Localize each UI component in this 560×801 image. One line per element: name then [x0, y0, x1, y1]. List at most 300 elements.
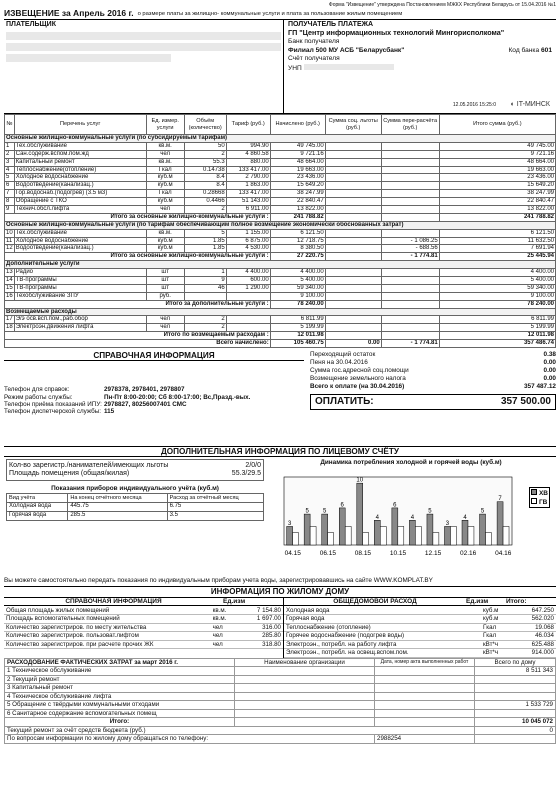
summary-row	[310, 359, 556, 367]
house-cons-value: 19.068	[515, 623, 556, 632]
x-tick-label: 08.15	[354, 549, 372, 557]
cell-1: Холодное водоснабжение	[14, 237, 146, 245]
cell-4: 2 790.00	[226, 174, 270, 182]
payment-summary-list	[310, 351, 556, 391]
house-cons-unit-header: Ед.изм	[466, 597, 489, 605]
actual-costs-period: за март 2016 г.	[134, 658, 178, 666]
question-row	[5, 735, 556, 744]
reference-item-value: Пн-Пт 8:00-20:00; Сб 8:00-17:00; Вс,Празд.-вых.	[104, 393, 251, 401]
house-cons-value: 46.034	[515, 632, 556, 641]
actual-cost-org	[235, 684, 375, 693]
actual-cost-value	[475, 692, 556, 701]
registered-label: Кол-во зарегистр./нанимателей/имеющих льготы	[9, 462, 169, 470]
house-cons-unit: куб.м	[481, 615, 515, 624]
cell-2: куб.м	[146, 237, 184, 245]
cell-0: 8	[5, 198, 15, 206]
house-cons-header	[284, 598, 556, 606]
house-cons-row	[284, 623, 556, 632]
table-row	[5, 284, 556, 292]
cell-5: 15 649.20	[270, 182, 325, 190]
cell-7	[381, 142, 439, 150]
water-consumption-chart	[270, 467, 540, 567]
cell-4: 1 155.00	[226, 229, 270, 237]
subtotal-label: Итого за основные жилищно-коммунальные услуги :	[5, 253, 271, 261]
cell-5: 12 718.75	[270, 237, 325, 245]
cell-1: Тех.обслуживание	[14, 142, 146, 150]
cell-5: 5 400.00	[270, 277, 325, 285]
bar-ГВ-8	[433, 532, 439, 544]
cell-4: 4 530.00	[226, 245, 270, 253]
cell-2: куб.м	[146, 174, 184, 182]
payer-account-redacted	[6, 54, 171, 62]
summary-label: Возмещение земельного налога	[310, 375, 406, 383]
cell-1: Радио	[14, 269, 146, 277]
bar-ХВ-6	[392, 508, 398, 545]
actual-cost-org	[235, 675, 375, 684]
house-ref-row	[4, 640, 283, 649]
reference-item	[4, 386, 304, 393]
actual-cost-label: 4 Техническое обслуживание лифта	[5, 692, 235, 701]
reference-item-label: Режим работы службы:	[4, 393, 73, 401]
invoice-subtitle: о размере платы за жилищно- коммунальные услуги и плата за пользование жилым помещением	[137, 11, 403, 18]
cell-3: 55.3	[184, 158, 226, 166]
subtotal-label: Итого за основные жилищно-коммунальные услуги :	[5, 213, 271, 221]
summary-value: 0.00	[543, 367, 556, 375]
house-reference-table	[4, 606, 283, 649]
subtotal-cell-3: 12 011.98	[439, 332, 555, 340]
cell-7	[381, 229, 439, 237]
cell-5: 6 811.99	[270, 316, 325, 324]
cell-0: 17	[6, 316, 13, 323]
house-consumption-table	[284, 606, 556, 658]
bar-ГВ-7	[415, 526, 421, 545]
subtotal-row	[5, 253, 556, 261]
house-ref-unit: кв.м.	[211, 615, 245, 624]
area-row	[9, 470, 261, 478]
cell-0: 15	[6, 284, 13, 291]
grand-total-label: Всего начислено:	[5, 340, 271, 348]
bar-ХВ-3	[339, 508, 345, 545]
subtotal-cell-2: - 1 774.81	[381, 253, 439, 261]
bar-ГВ-12	[503, 526, 509, 545]
bar-label-0: 3	[287, 520, 292, 527]
cell-0: 13	[6, 269, 13, 276]
cell-6	[325, 174, 381, 182]
subtotal-label: Итого за дополнительные услуги :	[5, 300, 271, 308]
subtotal-cell-0: 78 240.00	[270, 300, 325, 308]
cell-7	[381, 324, 439, 332]
house-cons-label: Холодная вода	[284, 606, 481, 615]
cell-7	[381, 316, 439, 324]
bank-code: 601	[540, 46, 552, 54]
house-ref-value: 316.00	[245, 623, 283, 632]
cell-6	[325, 292, 381, 300]
cell-1: Холодное водоснабжение	[14, 174, 146, 182]
cell-0: 3	[5, 158, 15, 166]
charges-table	[4, 114, 556, 348]
cell-3: 0.4466	[184, 198, 226, 206]
cell-3: 1	[184, 269, 226, 277]
bar-label-12: 7	[498, 496, 502, 503]
house-cons-value: 562.020	[515, 615, 556, 624]
cell-5: 8 380.50	[270, 245, 325, 253]
reference-item-value: 115	[104, 408, 115, 416]
cell-1: ТВ-программы	[14, 277, 146, 285]
section-title: Основные жилищно-коммунальные услуги (по субсидируемым тарифам)	[5, 135, 556, 143]
bar-ХВ-2	[322, 514, 328, 545]
summary-row	[310, 367, 556, 375]
bar-ХВ-5	[374, 520, 380, 545]
cell-0: 7	[5, 190, 15, 198]
cell-2: чел	[146, 206, 184, 214]
cell-4: 1 863.00	[226, 182, 270, 190]
table-row	[5, 142, 556, 150]
summary-row	[310, 375, 556, 383]
reference-item	[4, 401, 304, 408]
cell-4: 4 860.58	[226, 150, 270, 158]
house-ref-row	[4, 615, 283, 624]
recipient-name: ГП "Центр информационных технологий Мингорисполкома"	[288, 28, 505, 38]
cell-0: 9	[5, 206, 15, 214]
question-label: По вопросам информации по жилому дому обращаться по телефону:	[5, 735, 375, 744]
reference-item	[4, 394, 304, 401]
house-cons-value: 647.250	[515, 606, 556, 615]
cell-1: Обращение с ТКО	[14, 198, 146, 206]
cell-0: 2	[5, 150, 15, 158]
reference-item-label: Телефон приёма показаний ИПУ:	[4, 400, 102, 408]
bar-ГВ-2	[328, 532, 334, 544]
cell-4: 6 911.00	[226, 206, 270, 214]
cell-3: 1.85	[184, 245, 226, 253]
reference-info-list	[4, 386, 304, 415]
table-row	[5, 277, 556, 285]
cell-7	[381, 206, 439, 214]
meter-cell-1: 445.75	[68, 502, 167, 511]
cell-4	[226, 292, 270, 300]
cell-6	[325, 198, 381, 206]
cell-2: чел	[146, 324, 184, 332]
actual-cost-value: 8 511 343	[475, 667, 556, 676]
cell-0: 4	[5, 166, 15, 174]
cell-7	[381, 158, 439, 166]
x-tick-label: 02.16	[460, 549, 477, 557]
cell-1: Техобслуживание ЗПУ	[14, 292, 146, 300]
col-header-4: Тариф (руб.)	[226, 115, 270, 135]
bar-ХВ-4	[357, 483, 363, 545]
cell-5: 9 100.00	[270, 292, 325, 300]
cell-4: 51 143.00	[226, 198, 270, 206]
x-tick-label: 04.16	[495, 549, 512, 557]
cell-7	[381, 277, 439, 285]
bar-ГВ-9	[450, 526, 456, 545]
payment-summary	[304, 351, 556, 443]
actual-costs-title: РАСХОДОВАНИЕ ФАКТИЧЕСКИХ ЗАТРАТ	[7, 658, 133, 666]
charges-table-header	[5, 115, 556, 135]
cell-6	[325, 237, 381, 245]
reference-info-left	[4, 351, 304, 443]
house-ref-label: Площадь вспомогательных помещений	[4, 615, 211, 624]
house-ref-label: Общая площадь жилых помещений	[4, 606, 211, 615]
house-cons-row	[284, 640, 556, 649]
cell-1: Капитальный ремонт	[14, 158, 146, 166]
meter-header-2: Расход за отчётный месяц	[167, 493, 263, 502]
meter-cell-2: 3.5	[167, 511, 263, 520]
actual-cost-org	[235, 667, 375, 676]
house-info-title: ИНФОРМАЦИЯ ПО ЖИЛОМУ ДОМУ	[210, 587, 350, 597]
recipient-block	[284, 20, 556, 113]
x-tick-label: 06.15	[319, 549, 336, 557]
cell-6	[325, 316, 381, 324]
bar-label-7: 4	[410, 514, 415, 521]
house-cons-label: Электроэн., потребл. на освещ.вспом.пом.	[284, 649, 481, 658]
bar-ХВ-0	[287, 526, 293, 545]
cell-1: Тех.обслуживание	[14, 229, 146, 237]
cell-1: ТВ-программы	[14, 284, 146, 292]
actual-costs-total-label: Итого:	[5, 718, 235, 727]
subtotal-cell-0: 12 011.98	[270, 332, 325, 340]
subtotal-cell-1	[325, 213, 381, 221]
bar-ХВ-10	[462, 520, 468, 545]
reference-item-value: 2978827, 80256007401 СМС	[104, 400, 187, 408]
cell-1: Теплоснабжение(отопление)	[14, 166, 146, 174]
x-tick-label: 12.15	[424, 549, 442, 557]
table-row	[5, 166, 556, 174]
reference-item	[4, 408, 304, 415]
logo-icon: ◐	[510, 100, 515, 108]
summary-row	[310, 351, 556, 359]
house-info-block	[4, 597, 556, 658]
chart-legend	[529, 487, 550, 508]
cell-5: 4 400.00	[270, 269, 325, 277]
cell-2: шт	[146, 277, 184, 285]
meter-cell-0: Холодная вода	[7, 502, 68, 511]
house-cons-row	[284, 615, 556, 624]
summary-label: Сумма гос.адресной соц.помощи	[310, 367, 409, 375]
cell-0: 6	[5, 182, 15, 190]
cell-6	[325, 269, 381, 277]
actual-cost-label: 2 Текущий ремонт	[5, 675, 235, 684]
actual-cost-row	[5, 701, 556, 710]
cell-8: 9 100.00	[439, 292, 555, 300]
cell-1: Гор.водоснаб.(подогрев) (3.5 м3)	[14, 190, 146, 198]
cell-3: 2	[184, 324, 226, 332]
cell-7	[381, 174, 439, 182]
cell-8: 13 822.00	[439, 206, 555, 214]
house-ref-unit: кв.м.	[211, 606, 245, 615]
summary-value: 0.00	[543, 359, 556, 367]
table-row	[5, 292, 556, 300]
bar-ХВ-8	[427, 514, 433, 545]
meter-row	[7, 502, 264, 511]
table-row	[5, 158, 556, 166]
cell-8: 59 340.00	[439, 284, 555, 292]
cell-1: Э/э осв.всп.пом.,раб.обор	[14, 316, 146, 324]
house-ref-value: 318.80	[245, 640, 283, 649]
actual-cost-label: 5 Обращение с твёрдыми коммунальными отходами	[5, 701, 235, 710]
cell-6	[325, 158, 381, 166]
bar-ХВ-11	[480, 514, 486, 545]
cell-2: куб.м	[146, 198, 184, 206]
subtotal-row	[5, 213, 556, 221]
bar-ХВ-7	[409, 520, 415, 545]
bank-name: Филиал 500 МУ АСБ "Беларусбанк"	[288, 46, 405, 54]
bank-code-label: Код банка	[508, 46, 540, 54]
grand-total-cell-3: 357 486.74	[439, 340, 555, 348]
subtotal-cell-2	[381, 213, 439, 221]
bar-label-1: 5	[305, 508, 309, 515]
bar-ГВ-3	[345, 526, 351, 545]
water-chart-panel	[266, 457, 556, 575]
cell-4: 994.90	[226, 142, 270, 150]
actual-cost-row	[5, 684, 556, 693]
reference-info-block	[4, 351, 556, 443]
actual-cost-org	[235, 709, 375, 718]
cell-5: 19 663.00	[270, 166, 325, 174]
cell-3: 8.4	[184, 182, 226, 190]
reference-item-label: Телефон для справок:	[4, 386, 70, 394]
cell-8: 19 663.00	[439, 166, 555, 174]
house-cons-label: Горячая вода	[284, 615, 481, 624]
subtotal-cell-3: 78 240.00	[439, 300, 555, 308]
table-row	[5, 245, 556, 253]
additional-info-title: ДОПОЛНИТЕЛЬНАЯ ИНФОРМАЦИЯ ПО ЛИЦЕВОМУ СЧЁТУ	[4, 446, 556, 457]
cell-2: кв.м.	[146, 229, 184, 237]
section-row	[5, 261, 556, 269]
subtotal-cell-1	[325, 253, 381, 261]
cell-6	[325, 182, 381, 190]
bar-ГВ-5	[380, 526, 386, 545]
bar-label-9: 3	[445, 520, 450, 527]
cell-0: 10	[6, 229, 13, 236]
unp-label: УНП	[288, 65, 302, 73]
pay-label: ОПЛАТИТЬ:	[315, 396, 374, 408]
cell-3: 9	[184, 277, 226, 285]
cell-6	[325, 206, 381, 214]
cell-0: 5	[5, 174, 15, 182]
section-title: Дополнительные услуги	[5, 261, 556, 269]
cell-6	[325, 229, 381, 237]
col-header-2: Ед. измер. услуги	[146, 115, 184, 135]
col-header-8: Итого сумма (руб.)	[439, 115, 555, 135]
legend-item	[531, 489, 548, 497]
house-cons-unit: кВт*ч	[481, 649, 515, 658]
bar-ГВ-10	[468, 526, 474, 545]
it-minsk-logo	[511, 101, 550, 109]
meter-cell-2: 6.75	[167, 502, 263, 511]
cell-2: руб.	[146, 292, 184, 300]
cell-1: Водоотведение(канализац.)	[14, 245, 146, 253]
col-header-1: Перечень услуг	[14, 115, 146, 135]
actual-cost-act	[375, 709, 475, 718]
house-ref-value: 1 697.00	[245, 615, 283, 624]
house-ref-label: Количество зарегистриров. по месту жительства	[4, 623, 211, 632]
legend-swatch	[531, 498, 537, 504]
actual-cost-label: 6 Санитарное содержание вспомогательных помещ	[5, 709, 235, 718]
unp-row	[288, 64, 552, 73]
cell-4: 133 417.00	[226, 190, 270, 198]
cell-7	[381, 166, 439, 174]
house-ref-title: СПРАВОЧНАЯ ИНФОРМАЦИЯ	[65, 597, 162, 605]
cell-3: 8.4	[184, 174, 226, 182]
cell-4	[226, 316, 270, 324]
cell-8: 4 400.00	[439, 269, 555, 277]
cell-5: 59 340.00	[270, 284, 325, 292]
payer-block	[4, 20, 284, 113]
col-header-7: Сумма пере-расчёта (руб.)	[381, 115, 439, 135]
actual-costs-total-value: 10 045 072	[475, 718, 556, 727]
section-title: Основные жилищно-коммунальные услуги (по тарифам обеспечивающим полное возмещение экономически обоснованных затрат)	[5, 221, 556, 229]
reference-info-title: СПРАВОЧНАЯ ИНФОРМАЦИЯ	[4, 351, 304, 361]
subtotal-cell-3: 25 445.94	[439, 253, 555, 261]
table-row	[5, 324, 556, 332]
cell-7	[381, 150, 439, 158]
bar-label-6: 6	[393, 502, 397, 509]
bar-ГВ-1	[310, 526, 316, 545]
house-cons-unit: Гкал	[481, 632, 515, 641]
cell-3: 2	[184, 316, 226, 324]
cell-5: 6 121.50	[270, 229, 325, 237]
chart-title: Динамика потребления холодной и горячей воды (куб.м)	[320, 459, 502, 467]
meter-table	[6, 493, 264, 521]
cell-7: - 1 086.25	[381, 237, 439, 245]
house-ref-label: Количество зарегистриров. при расчете прочих ЖК	[4, 640, 211, 649]
cell-7	[381, 198, 439, 206]
table-row	[5, 229, 556, 237]
cell-5: 9 721.16	[270, 150, 325, 158]
reference-item-value: 2978378, 2978401, 2978807	[104, 386, 185, 394]
cell-8: 6 121.50	[439, 229, 555, 237]
bar-label-11: 5	[480, 508, 485, 515]
cell-4: 6 875.00	[226, 237, 270, 245]
account-info-box	[6, 459, 264, 481]
cell-0: 16	[6, 292, 13, 299]
subtotal-cell-1	[325, 300, 381, 308]
area-label: Площадь помещения (общая/жилая)	[9, 470, 130, 478]
subtotal-row	[5, 332, 556, 340]
cell-3: 50	[184, 142, 226, 150]
actual-cost-act	[375, 684, 475, 693]
cell-5: 49 745.00	[270, 142, 325, 150]
summary-value: 0.38	[543, 351, 556, 359]
form-reference: Форма "Извещение" утверждена Постановлением МЖКХ Республики Беларусь от 15.04.2016 №1	[328, 2, 556, 8]
payer-address-redacted	[6, 43, 281, 51]
legend-label: ГВ	[538, 498, 548, 506]
bar-ГВ-11	[486, 532, 492, 544]
legend-swatch	[531, 489, 537, 495]
cell-4: 600.00	[226, 277, 270, 285]
col-header-6: Сумма соц. льготы (руб.)	[325, 115, 381, 135]
bar-ХВ-1	[304, 514, 310, 545]
house-ref-label: Количество зарегистриров. пользоват.лифтом	[4, 632, 211, 641]
grand-total-row	[5, 340, 556, 348]
cell-1: Технич.обсл.лифта	[14, 206, 146, 214]
cell-8: 48 664.00	[439, 158, 555, 166]
grand-total-cell-0: 105 460.75	[270, 340, 325, 348]
cell-2: шт	[146, 269, 184, 277]
actual-cost-value	[475, 684, 556, 693]
cell-8: 7 691.94	[439, 245, 555, 253]
actual-costs-total-row	[5, 718, 556, 727]
cell-6	[325, 277, 381, 285]
house-cons-unit: кВт*ч	[481, 640, 515, 649]
pay-value: 357 500.00	[500, 396, 551, 408]
house-ref-unit: чел	[211, 623, 245, 632]
bar-label-8: 5	[428, 508, 432, 515]
cell-3: 0.14738	[184, 166, 226, 174]
bar-label-5: 4	[375, 514, 379, 521]
cell-8: 5 400.00	[439, 277, 555, 285]
bar-ГВ-4	[363, 532, 369, 544]
